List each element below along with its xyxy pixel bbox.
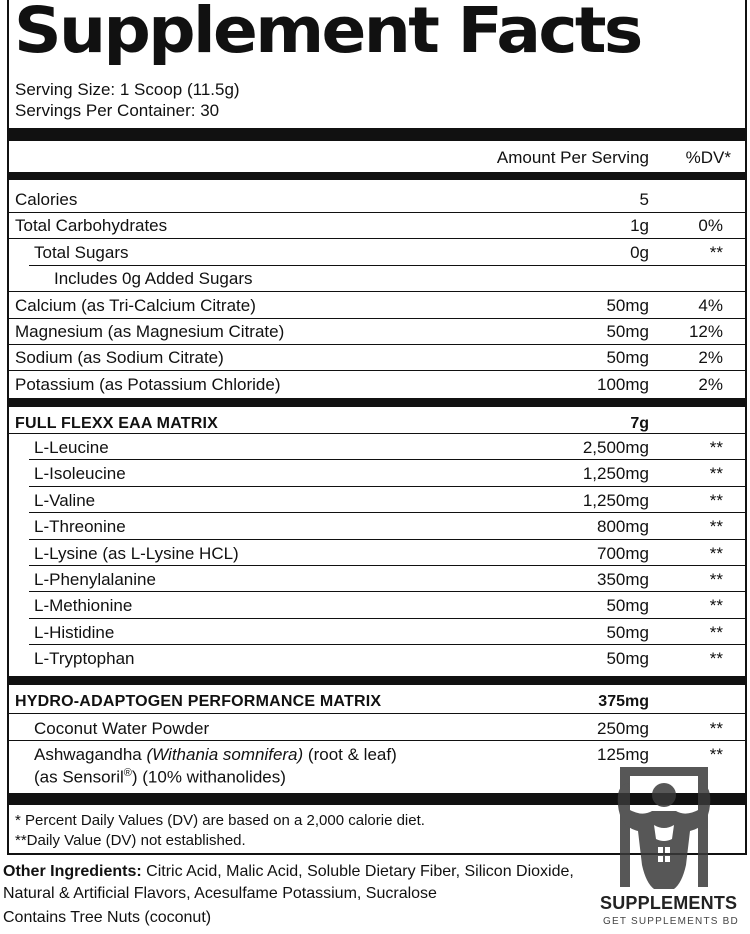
ingredient-dv: ** (709, 745, 723, 764)
row-divider (9, 238, 745, 239)
eaa-item-amount: 50mg (606, 649, 649, 668)
row-divider (29, 486, 745, 487)
nutrient-name: Sodium (as Sodium Citrate) (15, 348, 224, 367)
footnote-not-established: **Daily Value (DV) not established. (15, 832, 246, 849)
thick-divider (9, 172, 745, 180)
registered-mark: ® (123, 767, 132, 779)
row-divider (9, 291, 745, 292)
watermark-brand: SUPPLEMENTS (600, 893, 738, 913)
eaa-item-name: L-Methionine (34, 596, 133, 615)
eaa-item-row (9, 567, 745, 591)
eaa-item-name: L-Phenylalanine (34, 570, 156, 589)
eaa-item-name: L-Valine (34, 491, 96, 510)
eaa-item-row (9, 435, 745, 459)
column-header (9, 145, 745, 169)
nutrient-name: Calcium (as Tri-Calcium Citrate) (15, 296, 256, 315)
thick-divider (9, 676, 745, 685)
other-ingredients-line2: Natural & Artificial Flavors, Acesulfame Potassium, Sucralose (3, 885, 437, 902)
ashwagandha-latin: (Withania somnifera) (146, 745, 304, 764)
eaa-item-amount: 1,250mg (582, 464, 649, 483)
eaa-item-amount: 2,500mg (582, 438, 649, 457)
eaa-item-row (9, 593, 745, 617)
nutrient-row (9, 213, 745, 237)
row-divider (29, 565, 745, 566)
nutrient-row (9, 266, 745, 290)
eaa-matrix-name: FULL FLEXX EAA MATRIX (15, 415, 219, 432)
eaa-item-amount: 50mg (606, 596, 649, 615)
servings-per-container: Servings Per Container: 30 (15, 101, 220, 120)
eaa-item-name: L-Histidine (34, 623, 115, 642)
sensoril-suffix: ) (10% withanolides) (131, 767, 286, 787)
other-ingredients-line1: Citric Acid, Malic Acid, Soluble Dietary Fiber, Silicon Dioxide, (141, 863, 574, 880)
thick-divider (9, 128, 745, 141)
eaa-item-amount: 1,250mg (582, 491, 649, 510)
eaa-item-row (9, 488, 745, 512)
nutrient-dv: 12% (688, 322, 723, 341)
amount-header: Amount Per Serving (496, 148, 649, 167)
nutrient-row (9, 345, 745, 369)
row-divider (29, 512, 745, 513)
row-divider (29, 539, 745, 540)
watermark-tagline: GET SUPPLEMENTS BD (603, 916, 739, 927)
ingredient-row-coconut (9, 716, 745, 740)
nutrient-amount: 50mg (606, 296, 649, 315)
eaa-item-amount: 700mg (597, 544, 649, 563)
footnote-dv: * Percent Daily Values (DV) are based on a 2,000 calorie diet. (15, 812, 425, 829)
nutrient-amount: 1g (630, 216, 649, 235)
row-divider (9, 433, 745, 434)
row-divider (29, 459, 745, 460)
eaa-item-row (9, 620, 745, 644)
eaa-item-dv: ** (709, 570, 723, 589)
nutrient-dv: 0% (698, 216, 723, 235)
nutrient-name: Calories (15, 190, 78, 209)
row-divider (9, 713, 745, 714)
eaa-item-row (9, 514, 745, 538)
nutrient-dv: 2% (698, 375, 723, 394)
nutrient-name: Potassium (as Potassium Chloride) (15, 375, 281, 394)
ingredient-name (34, 745, 397, 765)
nutrient-name: Magnesium (as Magnesium Citrate) (15, 322, 285, 341)
sensoril-prefix: (as Sensoril (34, 767, 124, 787)
row-divider (9, 740, 745, 741)
eaa-item-dv: ** (709, 544, 723, 563)
eaa-item-name: L-Threonine (34, 517, 126, 536)
eaa-matrix-amount: 7g (630, 415, 649, 432)
eaa-item-amount: 350mg (597, 570, 649, 589)
eaa-item-dv: ** (709, 596, 723, 615)
panel-title: Supplement Facts (14, 0, 641, 67)
ingredient-name: Coconut Water Powder (34, 719, 210, 738)
hydro-matrix-header (9, 690, 745, 714)
nutrient-row (9, 372, 745, 396)
eaa-item-name: L-Isoleucine (34, 464, 126, 483)
eaa-item-amount: 800mg (597, 517, 649, 536)
eaa-item-row (9, 646, 745, 670)
nutrient-amount: 5 (639, 190, 649, 209)
row-divider (29, 644, 745, 645)
hydro-matrix-amount: 375mg (598, 693, 649, 710)
nutrient-amount: 0g (630, 243, 649, 262)
nutrient-name: Total Carbohydrates (15, 216, 168, 235)
eaa-item-dv: ** (709, 517, 723, 536)
hydro-matrix-name: HYDRO-ADAPTOGEN PERFORMANCE MATRIX (15, 693, 382, 710)
eaa-item-row (9, 461, 745, 485)
eaa-item-dv: ** (709, 438, 723, 457)
eaa-item-dv: ** (709, 464, 723, 483)
ingredient-row-ashwagandha (9, 742, 745, 766)
row-divider (9, 370, 745, 371)
eaa-item-name: L-Leucine (34, 438, 109, 457)
nutrient-row (9, 240, 745, 264)
row-divider (29, 591, 745, 592)
nutrient-dv: 4% (698, 296, 723, 315)
nutrient-amount: 50mg (606, 322, 649, 341)
ashwagandha-name: Ashwagandha (34, 745, 142, 764)
nutrient-name: Total Sugars (34, 243, 129, 262)
nutrient-dv: 2% (698, 348, 723, 367)
nutrient-row (9, 319, 745, 343)
eaa-item-dv: ** (709, 649, 723, 668)
other-ingredients-label: Other Ingredients: (3, 863, 142, 880)
eaa-item-name: L-Lysine (as L-Lysine HCL) (34, 544, 239, 563)
nutrient-dv: ** (709, 243, 723, 262)
ingredient-dv: ** (709, 719, 723, 738)
row-divider (29, 618, 745, 619)
eaa-item-amount: 50mg (606, 623, 649, 642)
ashwagandha-part: (root & leaf) (307, 745, 397, 764)
other-ingredients (3, 863, 574, 881)
eaa-item-dv: ** (709, 623, 723, 642)
eaa-item-name: L-Tryptophan (34, 649, 135, 668)
nutrient-amount: 50mg (606, 348, 649, 367)
nutrient-row (9, 187, 745, 211)
ingredient-amount: 250mg (597, 719, 649, 738)
eaa-item-dv: ** (709, 491, 723, 510)
ingredient-amount: 125mg (597, 745, 649, 764)
allergen-statement: Contains Tree Nuts (coconut) (3, 909, 212, 926)
nutrient-name: Includes 0g Added Sugars (54, 269, 253, 288)
thick-divider (9, 398, 745, 407)
eaa-item-row (9, 541, 745, 565)
ashwagandha-detail (34, 767, 286, 788)
nutrient-amount: 100mg (597, 375, 649, 394)
nutrient-row (9, 293, 745, 317)
serving-size: Serving Size: 1 Scoop (11.5g) (15, 80, 240, 99)
dv-header: %DV* (685, 148, 731, 167)
